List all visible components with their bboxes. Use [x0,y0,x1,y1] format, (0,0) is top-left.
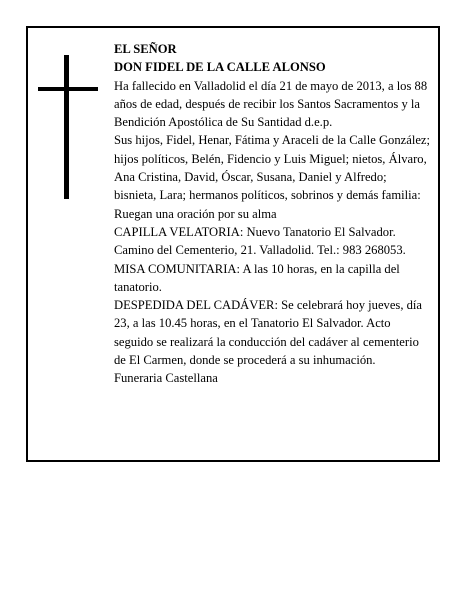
mass-info: MISA COMUNITARIA: A las 10 horas, en la capilla del tanatorio. [114,261,400,294]
cross-horizontal-bar [38,87,98,91]
chapel-address: CAPILLA VELATORIA: Nuevo Tanatorio El Salvador. Camino del Cementerio, 21. Valladolid. [114,224,396,258]
funeral-home: Funeraria Castellana [114,371,218,386]
family-list: Sus hijos, Fidel, Henar, Fátima y Araceli de la Calle González; hijos políticos, Belén, Fidencio y Luis Miguel; nietos, Álvaro, Ana Cristina, David, Óscar, Susana, Daniel y Alfredo; bisnieta, Lara; hermanos políticos, sobrinos y demás familia: [114,133,431,203]
obituary-text [114,40,432,388]
deceased-name: DON FIDEL DE LA CALLE ALONSO [114,60,326,75]
deceased-title: EL SEÑOR [114,42,177,56]
cross-vertical-bar [64,55,69,199]
latin-cross-icon [38,55,98,199]
obituary-notice [26,26,440,462]
chapel-info [114,223,432,296]
death-announcement: Ha fallecido en Valladolid el día 21 de mayo de 2013, a los 88 años de edad, después de recibir los Santos Sacramentos y la Bendición Apostólica de Su Santidad d.e.p. [114,78,428,130]
farewell-info: DESPEDIDA DEL CADÁVER: Se celebrará hoy jueves, día 23, a las 10.45 horas, en el Tanatorio El Salvador. Acto seguido se realizará la conducción del cadáver al cementerio de El Carmen, donde se procederá a su inhumación. [114,298,423,368]
chapel-phone: Tel.: 983 268053. [314,243,406,258]
prayer-request: Ruegan una oración por su alma [114,206,277,221]
